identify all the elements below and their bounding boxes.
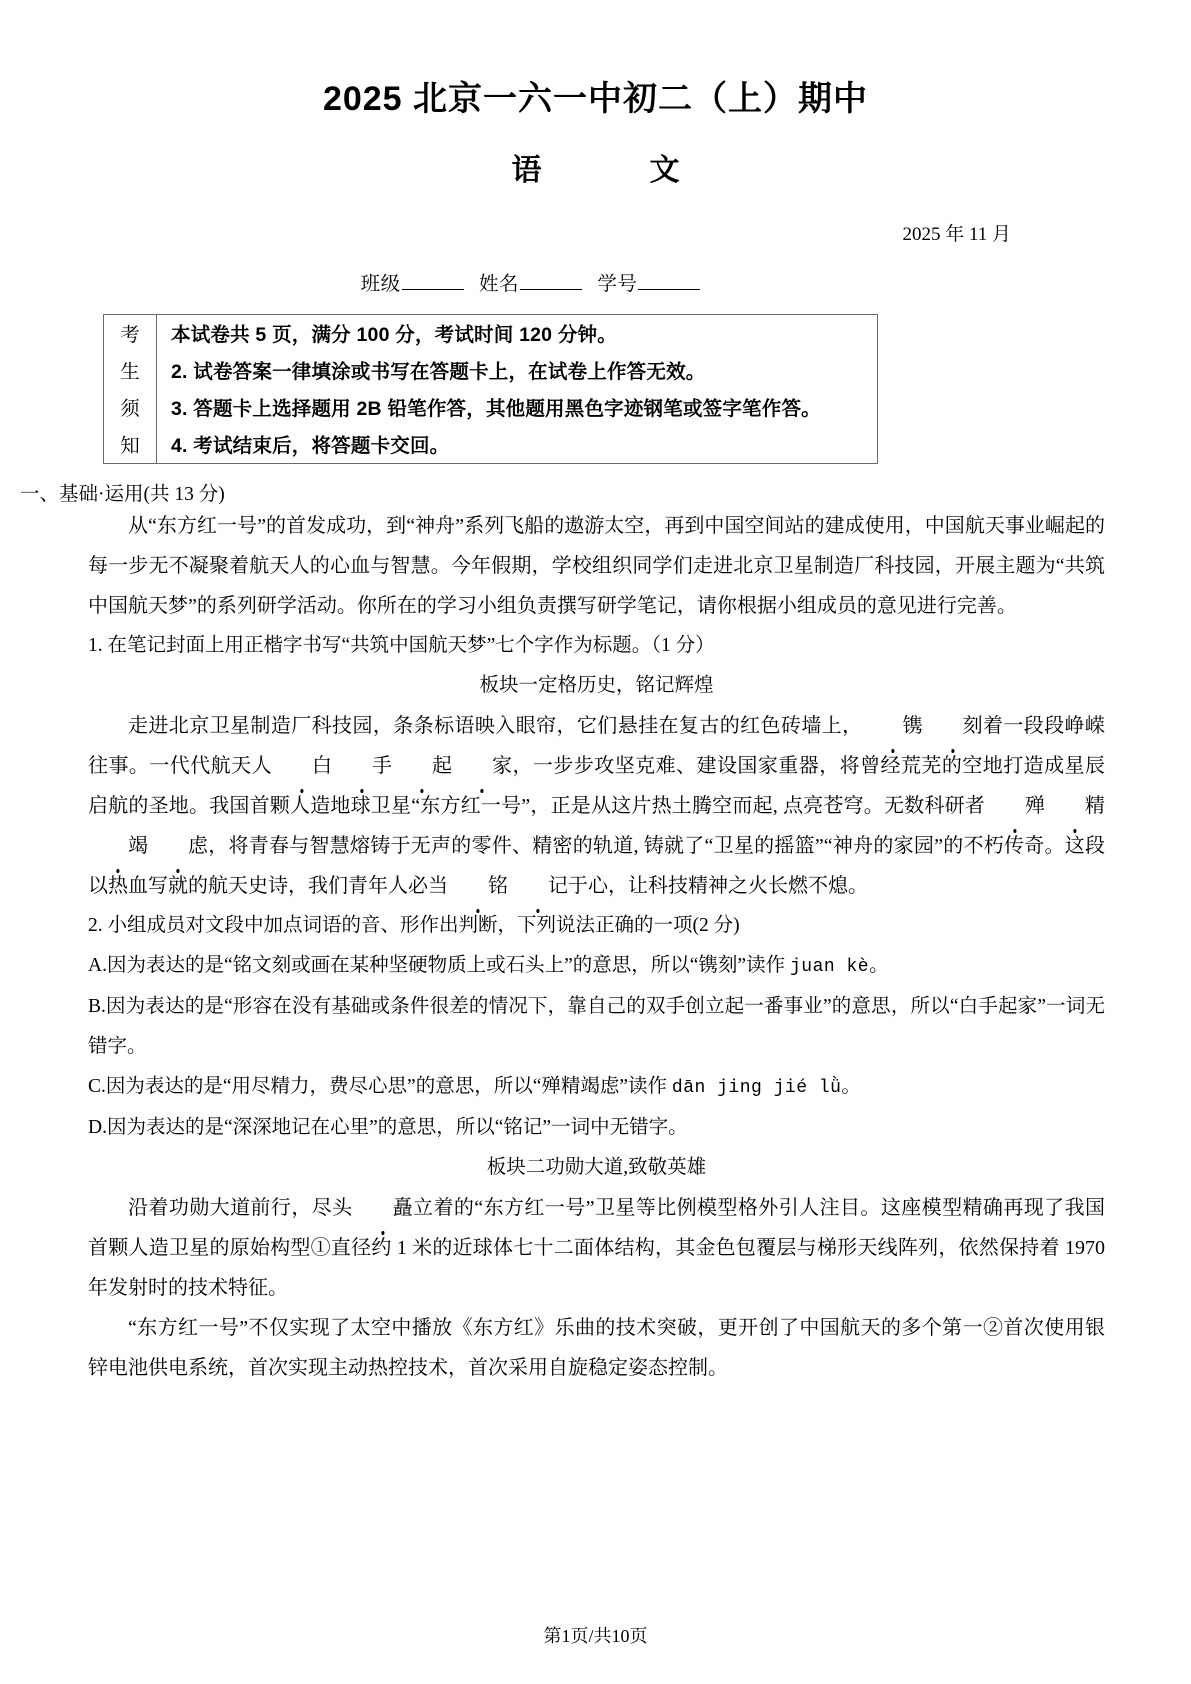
option-d-text: 因为表达的是“深深地记在心里”的意思，所以“铭记”一词中无错字。 [106,1116,688,1138]
notice-label-char-3: 须 [104,389,157,426]
studentid-field-label: 学号 [597,273,638,295]
section-heading: 一、基础·运用(共 13 分) [20,483,225,505]
question-1: 1. 在笔记封面上用正楷字书写“共筑中国航天梦”七个字作为标题。（1 分） [88,634,715,656]
option-a-text: 因为表达的是“铭文刻或画在某种坚硬物质上或石头上”的意思，所以“镌刻”读作 [106,954,790,976]
emphasis-juanke: 镌 刻 [863,715,983,737]
notice-text-2: 2. 试卷答案一律填涂或书写在答题卡上，在试卷上作答无效。 [171,361,706,383]
board-1-heading: 板块一定格历史，铭记辉煌 [479,674,714,696]
option-c-tail: 。 [841,1075,861,1097]
board1-text-d: ，将青春与智慧熔铸于无声的零件、精密的轨道, 铸就了“卫星的摇篮”“神舟的家园”的不朽传奇。这段以热血写就的航天史诗，我们青年人必当 [88,834,1105,897]
emphasis-chuli: 矗 [353,1197,413,1219]
page-title: 2025 北京一六一中初二（上）期中 [322,80,869,118]
board-2-heading: 板块二功勋大道,致敬英雄 [486,1156,707,1178]
option-c-letter: C. [88,1075,106,1097]
option-c-text: 因为表达的是“用尽精力，费尽心思”的意思，所以“殚精竭虑”读作 [105,1075,672,1097]
emphasis-mingji: 铭 记 [448,875,568,897]
option-b-letter: B. [88,995,106,1017]
question-2-stem: 2. 小组成员对文段中加点词语的音、形作出判断，下列说法正确的一项(2 分) [88,914,740,936]
question-2-option-a[interactable] [88,946,1105,987]
option-a-pinyin: juan kè [789,956,870,977]
notice-text-4: 4. 考试结束后，将答题卡交回。 [171,435,450,457]
board2-p1-head: 沿着功勋大道前行，尽头 [128,1196,353,1219]
notice-text-3: 3. 答题卡上选择题用 2B 铅笔作答，其他题用黑色字迹钢笔或签字笔作答。 [171,398,821,420]
table-row [104,426,878,464]
table-row [104,352,878,389]
name-field-label: 姓名 [478,273,519,295]
emphasis-danjingjielv: 殚 精竭 虑 [88,795,1105,857]
notice-table [103,314,878,464]
notice-label-char-4: 知 [104,426,157,464]
board1-text-c: ，一步步攻坚克难、建设国家重器，将曾经荒芜的空地打造成星辰启航的圣地。我国首颗人造地球卫星“东方红一号”，正是从这片热土腾空而起, 点亮苍穹。无数科研者 [88,754,1106,817]
notice-label-char-1: 考 [104,314,157,352]
option-d-letter: D. [88,1116,107,1138]
name-field-blank[interactable] [520,288,582,290]
intro-paragraph: 从“东方红一号”的首发成功，到“神舟”系列飞船的遨游太空，再到中国空间站的建成使用，中国航天事业崛起的每一步无不凝聚着航天人的心血与智慧。今年假期，学校组织同学们走进北京卫星制造厂科技园，开展主题为“共筑中国航天梦”的系列研学活动。你所在的学习小组负责撰写研学笔记，请你根据小组成员的意见进行完善。 [88,514,1105,617]
emphasis-baishouqijia: 白 手 起 家 [272,755,512,777]
option-a-tail: 。 [869,954,889,976]
page-footer: 第1页/共10页 [543,1626,648,1646]
board1-text-e: 于心，让科技精神之火长燃不熄。 [568,874,868,897]
board-2-paragraph-2: “东方红一号”不仅实现了太空中播放《东方红》乐曲的技术突破，更开创了中国航天的多个第一②首次使用银锌电池供电系统，首次实现主动热控技术，首次采用自旋稳定姿态控制。 [88,1316,1105,1379]
board-2-paragraph-1 [88,1188,1105,1308]
exam-date: 2025 年 11 月 [902,223,1011,245]
notice-label-char-2: 生 [104,352,157,389]
option-b-text: 因为表达的是“形容在没有基础或条件很差的情况下，靠自己的双手创立起一番事业”的意思，所以“白手起家”一词无错字。 [88,995,1105,1057]
exam-body [0,506,1191,1388]
class-field-label: 班级 [360,273,401,295]
notice-text-1: 本试卷共 5 页，满分 100 分，考试时间 120 分钟。 [171,324,617,346]
board1-text-a: 走进北京卫星制造厂科技园，条条标语映入眼帘，它们悬挂在复古的红色砖墙上， [128,714,863,737]
question-2-option-c[interactable] [88,1067,1105,1108]
exam-notice-box [103,314,878,464]
board1-text-b: 着一段段峥嵘往事。一代代航天人 [88,714,1106,777]
student-info-line [0,246,1191,296]
board2-p1-tail: 立着的“东方红一号”卫星等比例模型格外引人注目。这座模型精确再现了我国首颗人造卫星的原始构型①直径约 1 米的近球体七十二面体结构，其金色包覆层与梯形天线阵列，依然保持着 1970 年发射时的技术特征。 [88,1196,1105,1299]
board-1-paragraph [88,706,1105,906]
studentid-field-blank[interactable] [638,288,700,290]
option-c-pinyin: dān jing jié lǜ [671,1077,842,1098]
table-row [104,314,878,352]
subject-title: 语 文 [511,153,696,187]
question-2-option-d[interactable] [88,1108,1105,1148]
option-a-letter: A. [88,954,107,976]
question-2-option-b[interactable] [88,987,1105,1067]
table-row [104,389,878,426]
class-field-blank[interactable] [402,288,464,290]
